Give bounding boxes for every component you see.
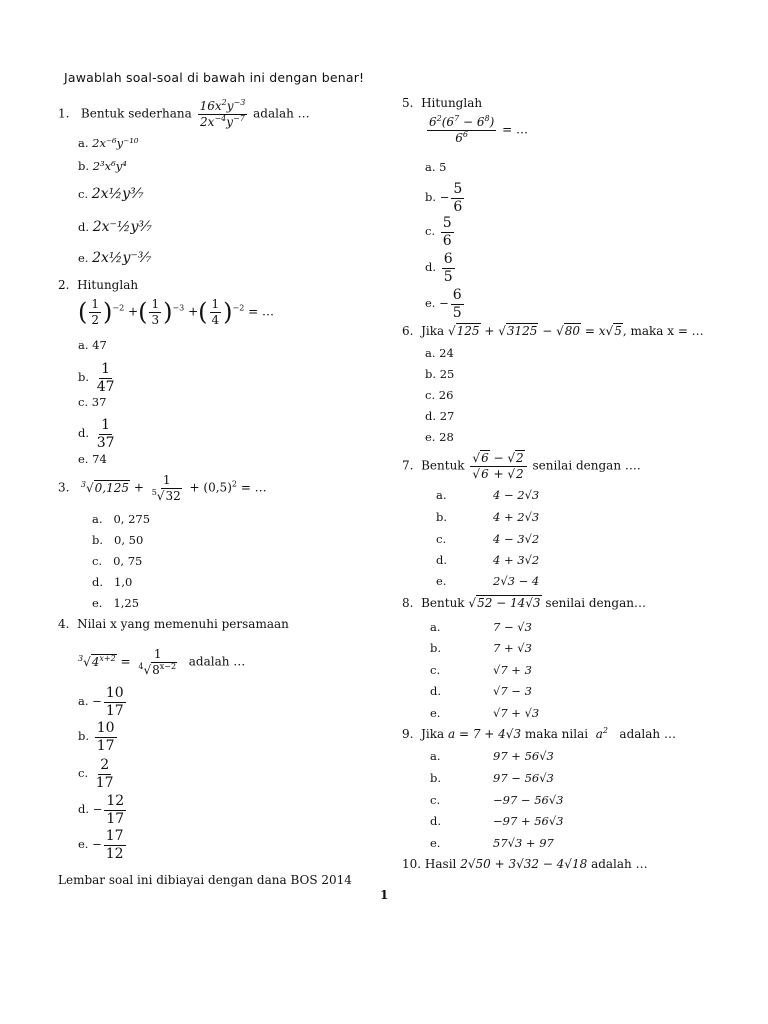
question-5-option-c[interactable]: c. $\frac{5}{6}$ xyxy=(425,215,452,249)
question-3-option-d[interactable]: d. 1,0 xyxy=(92,575,133,589)
question-4-option-d[interactable]: d. − $\frac{12}{17}$ xyxy=(78,793,125,827)
question-9-option-d[interactable]: d. xyxy=(430,814,442,828)
question-1-option-a[interactable]: a. 2x⁻⁶y⁻¹⁰ xyxy=(78,136,139,150)
question-9: 9. Jika a = 7 + 4√3 maka nilai $a^2$ adalah … xyxy=(402,726,676,741)
question-8-option-b[interactable]: b. xyxy=(430,641,442,655)
question-7-option-c-value: 4 − 3√2 xyxy=(493,532,540,546)
question-9-option-b-value: 97 − 56√3 xyxy=(493,771,554,785)
question-7-option-d[interactable]: d. xyxy=(436,553,448,567)
footer-note: Lembar soal ini dibiayai dengan dana BOS 2014 xyxy=(58,873,352,887)
question-2-option-a[interactable]: a. 47 xyxy=(78,338,107,352)
question-1-tail: adalah … xyxy=(253,106,310,121)
question-8-option-e[interactable]: e. xyxy=(430,706,441,720)
question-4-option-c[interactable]: c. $\frac{2}{17}$ xyxy=(78,757,114,791)
question-2-option-b[interactable]: b. $\frac{1}{47}$ xyxy=(78,361,115,395)
question-9-option-a[interactable]: a. xyxy=(430,749,441,763)
question-7-option-c[interactable]: c. xyxy=(436,532,447,546)
question-4: 4. Nilai x yang memenuhi persamaan xyxy=(58,617,289,631)
question-7-option-a[interactable]: a. xyxy=(436,488,447,502)
question-6-option-b[interactable]: b. 25 xyxy=(425,367,455,381)
question-7-option-e[interactable]: e. xyxy=(436,574,447,588)
question-3-option-a[interactable]: a. 0, 275 xyxy=(92,512,151,526)
question-2-option-d[interactable]: d. $\frac{1}{37}$ xyxy=(78,417,115,451)
question-7-option-e-value: 2√3 − 4 xyxy=(493,574,540,588)
question-5-option-a[interactable]: a. 5 xyxy=(425,160,447,174)
question-5-text: Hitunglah xyxy=(421,96,483,110)
question-1-option-b[interactable]: b. 2³x⁶y⁴ xyxy=(78,159,127,173)
question-8-option-e-value: √7 + √3 xyxy=(493,706,540,720)
question-4-option-b[interactable]: b. $\frac{10}{17}$ xyxy=(78,720,115,754)
question-5-option-d[interactable]: d. $\frac{6}{5}$ xyxy=(425,251,453,285)
question-8-option-b-value: 7 + √3 xyxy=(493,641,532,655)
question-2: 2. Hitunglah xyxy=(58,278,139,292)
question-2-expression: ( $\frac{1}{2}$ )$^{-2}$ +( $\frac{1}{3}$ )$^{-3}$ +( $\frac{1}{4}$ )$^{-2}$ = … xyxy=(78,297,275,327)
question-6-option-e[interactable]: e. 28 xyxy=(425,430,454,444)
page-heading: Jawablah soal-soal di bawah ini dengan benar! xyxy=(64,70,365,85)
question-6-option-c[interactable]: c. 26 xyxy=(425,388,454,402)
question-7-option-a-value: 4 − 2√3 xyxy=(493,488,540,502)
question-6-option-a[interactable]: a. 24 xyxy=(425,346,454,360)
question-1-option-c[interactable]: c. 2x½y³⁄₇ xyxy=(78,186,144,202)
question-7: 7. Bentuk $\frac{√6 - √2}{√6 + √2}$ senilai dengan …. xyxy=(402,451,641,481)
question-1-number: 1. xyxy=(58,106,70,121)
question-4-text: Nilai x yang memenuhi persamaan xyxy=(77,617,289,631)
question-2-text: Hitunglah xyxy=(77,278,139,292)
question-3-option-c[interactable]: c. 0, 75 xyxy=(92,554,143,568)
question-6: 6. Jika √125 + √3125 − √80 = x√5, maka x = … xyxy=(402,324,704,338)
question-1-option-e[interactable]: e. 2x½y⁻³⁄₇ xyxy=(78,250,152,266)
question-8-option-a-value: 7 − √3 xyxy=(493,620,532,634)
question-9-option-c[interactable]: c. xyxy=(430,793,441,807)
question-6-option-d[interactable]: d. 27 xyxy=(425,409,455,423)
question-9-option-e-value: 57√3 + 97 xyxy=(493,836,554,850)
question-3: 3. $^3$√0,125 + $\frac{1}{^5√32}$ + $(0,5)^2$ = … xyxy=(58,473,267,503)
question-8: 8. Bentuk √52 − 14√3 senilai dengan… xyxy=(402,596,646,610)
question-1-text: Bentuk sederhana xyxy=(80,106,192,121)
question-9-option-e[interactable]: e. xyxy=(430,836,441,850)
question-8-option-c[interactable]: c. xyxy=(430,663,441,677)
question-10: 10. Hasil 2√50 + 3√32 − 4√18 adalah … xyxy=(402,857,648,871)
question-5-expression: $\frac{6^2(6^7 - 6^8)}{6^6}$ = … xyxy=(429,114,528,145)
question-9-option-b[interactable]: b. xyxy=(430,771,442,785)
question-4-option-e[interactable]: e. − $\frac{17}{12}$ xyxy=(78,828,124,862)
question-5-option-b[interactable]: b. − $\frac{5}{6}$ xyxy=(425,181,463,215)
question-1 xyxy=(58,100,310,128)
question-8-option-a[interactable]: a. xyxy=(430,620,441,634)
question-4-expression: $^3√4^{x+2}$ = $\frac{1}{^4√8^{x-2}}$ adalah … xyxy=(78,647,246,677)
question-3-option-e[interactable]: e. 1,25 xyxy=(92,596,140,610)
question-8-option-c-value: √7 + 3 xyxy=(493,663,532,677)
page-number: 1 xyxy=(380,888,389,902)
question-9-option-d-value: −97 + 56√3 xyxy=(493,814,564,828)
question-7-option-b-value: 4 + 2√3 xyxy=(493,510,540,524)
question-1-option-d[interactable]: d. 2x⁻½y³⁄₇ xyxy=(78,219,152,235)
question-7-option-d-value: 4 + 3√2 xyxy=(493,553,540,567)
question-5: 5. Hitunglah xyxy=(402,96,483,110)
question-8-option-d[interactable]: d. xyxy=(430,684,442,698)
question-9-option-a-value: 97 + 56√3 xyxy=(493,749,554,763)
question-4-option-a[interactable]: a. − $\frac{10}{17}$ xyxy=(78,685,124,719)
question-2-option-c[interactable]: c. 37 xyxy=(78,395,107,409)
question-2-option-e[interactable]: e. 74 xyxy=(78,452,107,466)
question-5-option-e[interactable]: e. − $\frac{6}{5}$ xyxy=(425,287,462,321)
question-1-fraction: $\frac{16x^2y^{-3}}{2x^{-4}y^{-7}}$ xyxy=(199,98,246,129)
question-8-option-d-value: √7 − 3 xyxy=(493,684,532,698)
question-3-option-b[interactable]: b. 0, 50 xyxy=(92,533,144,547)
question-7-option-b[interactable]: b. xyxy=(436,510,448,524)
question-9-option-c-value: −97 − 56√3 xyxy=(493,793,564,807)
